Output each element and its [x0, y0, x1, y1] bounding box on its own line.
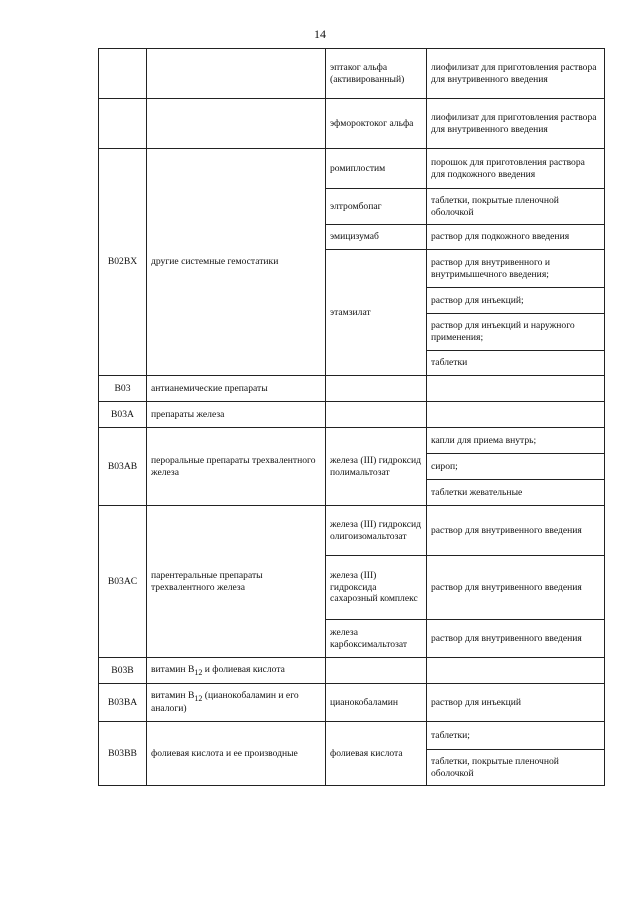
drug-name-cell	[326, 658, 427, 684]
dosage-form-cell: сироп;	[427, 454, 605, 480]
drug-name-cell: ромиплостим	[326, 149, 427, 189]
group-cell: пероральные препараты трехвалентного железа	[147, 428, 326, 506]
subscript-text: 12	[194, 667, 203, 677]
group-text: витамин B	[151, 663, 195, 675]
group-text: и фолиевая кислота	[202, 663, 285, 675]
atc-code-cell: B03B	[99, 658, 147, 684]
dosage-form-cell: раствор для внутривенного введения	[427, 620, 605, 658]
drug-name-cell: железа (III) гидроксида сахарозный комплекс	[326, 556, 427, 620]
drug-name-cell: железа (III) гидроксид олигоизомальтозат	[326, 506, 427, 556]
table-row	[99, 506, 605, 556]
drug-name-cell	[326, 402, 427, 428]
page-number: 14	[314, 27, 326, 41]
table-row	[99, 722, 605, 750]
dosage-form-cell: лиофилизат для приготовления раствора для внутривенного введения	[427, 49, 605, 99]
drug-name-cell: элтромбопаг	[326, 189, 427, 225]
table-row	[99, 49, 605, 99]
atc-code-cell: B03AB	[99, 428, 147, 506]
drug-name-cell: фолиевая кислота	[326, 722, 427, 786]
dosage-form-cell: раствор для внутривенного и внутримышечного введения;	[427, 250, 605, 288]
atc-code-cell: B03AC	[99, 506, 147, 658]
drug-name-cell: железа (III) гидроксид полимальтозат	[326, 428, 427, 506]
table-row	[99, 658, 605, 684]
table-row	[99, 428, 605, 454]
table-row	[99, 149, 605, 189]
drug-name-cell: эптаког альфа (активированный)	[326, 49, 427, 99]
group-cell: препараты железа	[147, 402, 326, 428]
group-cell: парентеральные препараты трехвалентного железа	[147, 506, 326, 658]
group-cell	[147, 99, 326, 149]
atc-code-cell	[99, 99, 147, 149]
atc-code-cell: B03	[99, 376, 147, 402]
atc-code-cell: B03BB	[99, 722, 147, 786]
dosage-form-cell: таблетки;	[427, 722, 605, 750]
group-cell	[147, 49, 326, 99]
drug-table	[98, 48, 605, 786]
dosage-form-cell: раствор для инъекций	[427, 684, 605, 722]
group-text: (цианокобаламин и его аналоги)	[151, 689, 299, 715]
drug-name-cell: этамзилат	[326, 250, 427, 376]
dosage-form-cell	[427, 402, 605, 428]
table-row	[99, 376, 605, 402]
atc-code-cell: B02BX	[99, 149, 147, 376]
dosage-form-cell: таблетки жевательные	[427, 480, 605, 506]
dosage-form-cell	[427, 376, 605, 402]
dosage-form-cell: таблетки	[427, 351, 605, 376]
drug-name-cell: эфмороктоког альфа	[326, 99, 427, 149]
dosage-form-cell: капли для приема внутрь;	[427, 428, 605, 454]
dosage-form-cell: таблетки, покрытые пленочной оболочкой	[427, 189, 605, 225]
subscript-text: 12	[194, 693, 203, 703]
group-cell	[147, 684, 326, 722]
dosage-form-cell: лиофилизат для приготовления раствора для внутривенного введения	[427, 99, 605, 149]
drug-name-cell: эмицизумаб	[326, 225, 427, 250]
dosage-form-cell: раствор для внутривенного введения	[427, 506, 605, 556]
drug-name-cell	[326, 376, 427, 402]
dosage-form-cell: порошок для приготовления раствора для подкожного введения	[427, 149, 605, 189]
dosage-form-cell: таблетки, покрытые пленочной оболочкой	[427, 750, 605, 786]
group-cell: фолиевая кислота и ее производные	[147, 722, 326, 786]
table-row	[99, 402, 605, 428]
dosage-form-cell	[427, 658, 605, 684]
dosage-form-cell: раствор для инъекций;	[427, 288, 605, 314]
atc-code-cell: B03BA	[99, 684, 147, 722]
atc-code-cell: B03A	[99, 402, 147, 428]
group-cell: антианемические препараты	[147, 376, 326, 402]
group-cell: другие системные гемостатики	[147, 149, 326, 376]
dosage-form-cell: раствор для инъекций и наружного применения;	[427, 314, 605, 351]
group-cell	[147, 658, 326, 684]
dosage-form-cell: раствор для внутривенного введения	[427, 556, 605, 620]
table-row	[99, 684, 605, 722]
group-text: витамин B	[151, 689, 195, 701]
drug-name-cell: цианокобаламин	[326, 684, 427, 722]
dosage-form-cell: раствор для подкожного введения	[427, 225, 605, 250]
atc-code-cell	[99, 49, 147, 99]
table-row	[99, 99, 605, 149]
drug-name-cell: железа карбоксимальтозат	[326, 620, 427, 658]
